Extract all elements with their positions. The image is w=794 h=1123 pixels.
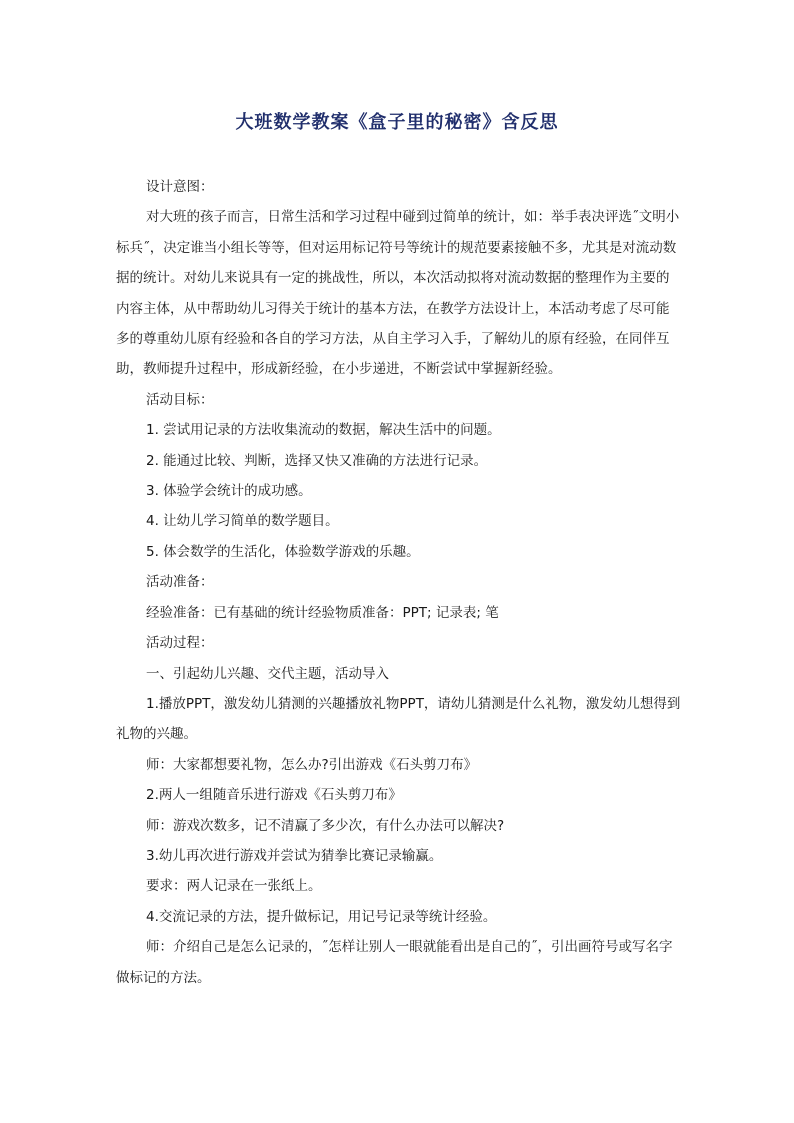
paragraph: 1. 尝试用记录的方法收集流动的数据，解决生活中的问题。 <box>146 422 501 439</box>
paragraph: 1.播放PPT，激发幼儿猜测的兴趣播放礼物PPT，请幼儿猜测是什么礼物，激发幼儿想得到礼物的兴趣。 <box>116 695 681 743</box>
paragraph: 师：介绍自己是怎么记录的，˝怎样让别人一眼就能看出是自己的˝，引出画符号或写名字做标记的方法。 <box>116 939 673 986</box>
paragraph: 对大班的孩子而言，日常生活和学习过程中碰到过简单的统计，如：举手表决评选˝文明小标兵˝，决定谁当小组长等等，但对运用标记符号等统计的规范要素接触不多，尤其是对流动数据的统计。对幼儿来说具有一定的挑战性，所以，本次活动拟将对流动数据的整理作为主要的内容主体，从中帮助幼儿习得关于统计的基本方法，在教学方法设计上，本活动考虑了尽可能多的尊重幼儿原有经验和各自的学习方法，从自主学习入手，了解幼儿的原有经验，在同伴互助，教师提升过程中，形成新经验，在小步递进，不断尝试中掌握新经验。 <box>116 209 680 378</box>
paragraph: 一、引起幼儿兴趣、交代主题，活动导入 <box>146 665 389 682</box>
paragraph: 5. 体会数学的生活化，体验数学游戏的乐趣。 <box>146 543 420 560</box>
paragraph: 4. 让幼儿学习简单的数学题目。 <box>146 513 339 530</box>
paragraph: 2. 能通过比较、判断，选择又快又准确的方法进行记录。 <box>146 452 488 469</box>
paragraph: 师：大家都想要礼物，怎么办?引出游戏《石头剪刀布》 <box>146 756 478 773</box>
document-title: 大班数学教案《盒子里的秘密》含反思 <box>235 112 559 133</box>
paragraph: 3.幼儿再次进行游戏并尝试为猜拳比赛记录输赢。 <box>146 847 443 864</box>
paragraph: 要求：两人记录在一张纸上。 <box>146 878 322 895</box>
paragraph: 师：游戏次数多，记不清赢了多少次，有什么办法可以解决? <box>146 817 505 834</box>
paragraph: 活动准备： <box>146 574 214 591</box>
document-body <box>116 172 682 993</box>
paragraph: 2.两人一组随音乐进行游戏《石头剪刀布》 <box>146 787 402 804</box>
paragraph: 活动目标： <box>146 391 214 408</box>
paragraph: 活动过程： <box>146 635 214 652</box>
paragraph: 设计意图： <box>146 179 214 195</box>
paragraph: 3. 体验学会统计的成功感。 <box>146 483 312 500</box>
paragraph: 经验准备：已有基础的统计经验物质准备：PPT; 记录表; 笔 <box>146 604 499 621</box>
paragraph: 4.交流记录的方法，提升做标记，用记号记录等统计经验。 <box>146 908 497 925</box>
